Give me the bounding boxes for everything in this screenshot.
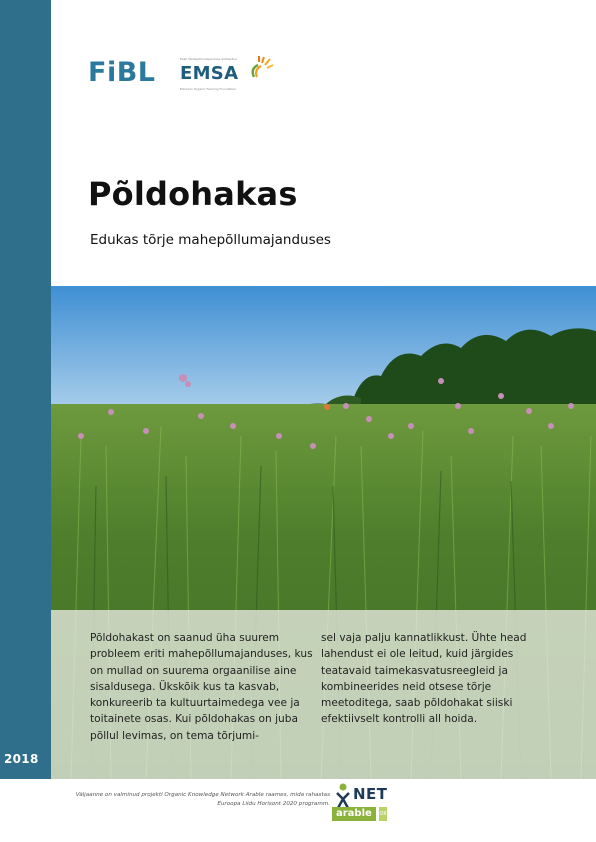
emsa-logo xyxy=(176,55,276,95)
intro-column-1: Põldohakast on saanud üha suurem probleem eriti mahepõllumajanduses, kus on mullad on suurema orgaanilise aine sisaldusega. Ükskõik kus ta kasvab, konkureerib ta kultuurtaimedega vee ja toitainete osas. Kui põldohakas on juba põllul levimas, on tema tõrjumi- xyxy=(90,632,313,742)
net-logo-text: NET xyxy=(353,785,388,803)
emsa-tagline-top: Eesti Mahepõllumajanduse Sihtasutus xyxy=(180,57,238,61)
page-subtitle: Edukas tõrje mahepõllumajanduses xyxy=(90,232,331,248)
emsa-sun-icon xyxy=(248,55,274,83)
publication-year: 2018 xyxy=(4,752,39,766)
funding-note: Väljaanne on valminud projekti Organic Knowledge Network Arable raames, mida rahastas Euroopa Liidu Horisont 2020 programm. xyxy=(75,792,330,807)
ok-tag: OK xyxy=(379,807,387,821)
intro-column-2: sel vaja palju kannatlikkust. Ühte head lahendust ei ole leitud, kuid järgides teatavaid taimekasvatusreegleid ja kombineerides neid otsese tõrje meetoditega, saab põldohakat siiski efektiivselt kontrolli all hoida. xyxy=(321,632,527,726)
arable-label: arable xyxy=(332,807,376,821)
ok-net-arable-logo xyxy=(330,783,400,828)
intro-text-box xyxy=(51,610,596,779)
side-color-band xyxy=(0,0,51,779)
emsa-logo-text: EMSA xyxy=(180,63,239,84)
emsa-tagline-bottom: Estonian Organic Farming Foundation xyxy=(180,87,237,91)
person-figure-icon xyxy=(334,783,352,809)
page-title: Põldohakas xyxy=(88,175,298,213)
fibl-logo: FiBL xyxy=(88,57,156,88)
